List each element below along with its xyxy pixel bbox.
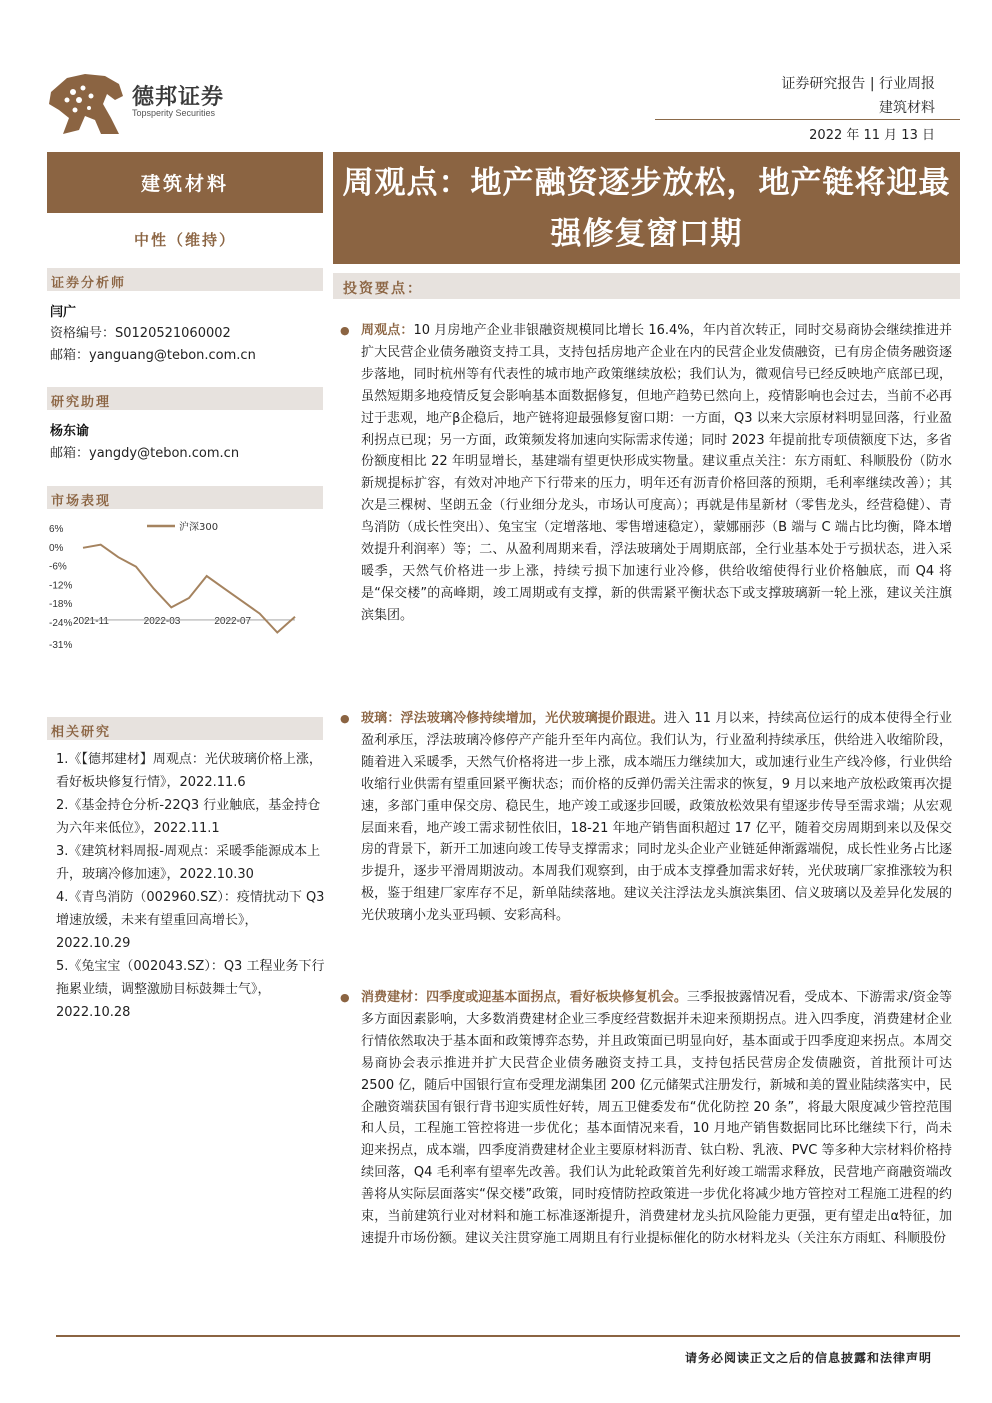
related-item[interactable]: 3.《建筑材料周报-周观点：采暖季能源成本上升，玻璃冷修加速》，2022.10.30	[56, 844, 321, 882]
brand-name-en: Topsperity Securities	[132, 108, 216, 118]
paragraph-text: 10 月房地产企业非银融资规模同比增长 16.4%，年内首次转正，同时交易商协会继续推进并扩大民营企业债务融资支持工具，支持包括房地产企业在内的民营企业发债融资，已有房企债务融资逐步落地，同时杭州等有代表性的城市地产政策继续放松；我们认为，微观信号已经反映地产底部已现，虽然短期多地疫情反复会影响基本面数据修复，但地产趋势已然向上，疫情影响也会过去，当前不必再过于悲观，地产β企稳后，地产链将迎最强修复窗口期：一方面，Q3 以来大宗原材料明显回落，行业盈利拐点已现；另一方面，政策频发将加速向实际需求传递；同时 2023 年提前批专项债额度下达，多省份额度相比 22 年明显增长，基建端有望更快形成实物量。建议重点关注：东方雨虹、科顺股份（防水新规提标扩容，有效对冲地产下行带来的压力，明年还有沥青价格回落的预期，毛利率继续改善）；其次是三棵树、坚朗五金（行业细分龙头，市场认可度高）；再就是伟星新材（零售龙头，经营稳健）、青鸟消防（成长性突出）、兔宝宝（定增落地、零售增速稳定），蒙娜丽莎（B 端与 C 端占比均衡，降本增效提升利润率）等；二、从盈利周期来看，浮法玻璃处于周期底部，全行业基本处于亏损状态，进入采暖季，天然气价格进一步上涨，持续亏损下加速行业冷修，供给收缩使得行业价格触底，而 Q4 将是“保交楼”的高峰期，竣工周期或有支撑，新的供需紧平衡状态下或支撑玻璃新一轮上涨，建议关注旗滨集团。	[361, 323, 952, 623]
market-section-head: 市场表现	[47, 486, 323, 509]
report-type: 证券研究报告 | 行业周报	[781, 76, 935, 92]
y-tick-label: -31%	[49, 640, 73, 651]
paragraph-consumer-materials	[340, 987, 952, 1250]
bullet-icon: ●	[340, 324, 350, 337]
y-tick-label: -24%	[49, 618, 73, 630]
paragraph-weekly-view	[340, 320, 952, 627]
rating-label: 中性（维持）	[133, 231, 236, 249]
related-section-head: 相关研究	[47, 717, 323, 740]
legend-label: 沪深300	[179, 522, 219, 533]
y-tick-label: 6%	[49, 524, 64, 535]
brand-name-cn: 德邦证券	[132, 85, 225, 110]
series-line-hs300	[83, 545, 295, 633]
sector-banner: 建筑材料	[47, 152, 323, 213]
market-performance-chart	[47, 515, 323, 655]
paragraph-text: 进入 11 月以来，持续高位运行的成本使得全行业盈利承压，浮法玻璃冷修停产产能升至年内高位。我们认为，行业盈利持续承压，供给进入收缩阶段，随着进入采暖季，天然气价格将进一步上涨，成本端压力继续加大，或加速行业生产线冷修，行业供给收缩行业供需有望重回紧平衡状态；而价格的反弹仍需关注需求的恢复，9 月以来地产放松政策再次提速，多部门重申保交房、稳民生，地产竣工或逐步回暖，政策放松效果有望逐步传导至需求端；从宏观层面来看，地产竣工需求韧性依旧，18-21 年地产销售面积超过 17 亿平，随着交房周期到来以及保交房的背景下，新开工加速向竣工传导支撑需求；同时龙头企业产业链延伸渐露端倪，成长性业务占比逐步提升，逐步平滑周期波动。本周我们观察到，由于成本支撑叠加需求好转，光伏玻璃厂家推涨较为积极，鉴于组建厂家库存不足，新单陆续落地。建议关注浮法龙头旗滨集团、信义玻璃以及差异化发展的光伏玻璃小龙头亚玛顿、安彩高科。	[361, 711, 952, 924]
company-logo	[45, 70, 125, 138]
x-tick-label: 2021-11	[73, 615, 109, 627]
analyst-section-head: 证券分析师	[47, 268, 323, 291]
paragraph-text: 三季报披露情况看，受成本、下游需求/资金等多方面因素影响，大多数消费建材企业三季度经营数据并未迎来预期拐点。进入四季度，消费建材企业行情依然取决于基本面和政策博弈态势，并且政策面已明显向好，基本面或于四季度迎来拐点。本周交易商协会表示推进并扩大民营企业债务融资支持工具，支持包括民营房企发债融资，首批预计可达 2500 亿，随后中国银行宣布受理龙湖集团 200 亿元储架式注册发行，新城和美的置业陆续落实中，民企融资端获国有银行背书迎实质性好转，周五卫健委发布“优化防控 20 条”，将最大限度减少管控范围和人员，工程施工管控将进一步优化；基本面情况来看，10 月地产销售数据同比环比继续下行，尚未迎来拐点，成本端，四季度消费建材企业主要原材料沥青、钛白粉、乳液、PVC 等多种大宗材料价格持续回落，Q4 毛利率有望率先改善。我们认为此轮政策首先利好竣工端需求释放，民营地产商融资端改善将从实际层面落实“保交楼”政策，同时疫情防控政策进一步优化将减少地方管控对工程施工进程的约束，当前建筑行业对材料和施工标准逐渐提升，消费建材龙头抗风险能力更强，更有望走出α特征，加速提升市场份额。建议关注贯穿施工周期且有行业提标催化的防水材料龙头（关注东方雨虹、科顺股份	[361, 990, 952, 1246]
report-title: 周观点：地产融资逐步放松，地产链将迎最强修复窗口期	[333, 152, 960, 264]
analyst-email[interactable]: 邮箱：yanguang@tebon.com.cn	[50, 348, 256, 363]
related-item[interactable]: 5.《兔宝宝（002043.SZ）：Q3 工程业务下行拖累业绩，调整激励目标鼓舞士气》，2022.10.28	[56, 959, 325, 1020]
y-tick-label: -6%	[49, 561, 67, 573]
summary-section-head: 投资要点：	[333, 273, 960, 299]
y-tick-label: -18%	[49, 599, 73, 611]
analyst-license: 资格编号：S0120521060002	[50, 326, 231, 341]
disclaimer-note[interactable]: 请务必阅读正文之后的信息披露和法律声明	[684, 1351, 932, 1365]
bullet-icon: ●	[340, 991, 350, 1004]
chart-svg	[47, 515, 323, 655]
related-research-list	[56, 748, 326, 1024]
bullet-icon: ●	[340, 712, 350, 725]
assistant-name: 杨东谕	[50, 424, 90, 439]
assistant-section-head: 研究助理	[47, 387, 323, 410]
footer-divider	[56, 1335, 960, 1337]
paragraph-lead: 玻璃：浮法玻璃冷修持续增加，光伏玻璃提价跟进。	[361, 711, 664, 726]
assistant-email[interactable]: 邮箱：yangdy@tebon.com.cn	[50, 446, 240, 461]
related-item[interactable]: 2.《基金持仓分析-22Q3 行业触底，基金持仓为六年来低位》，2022.11.1	[56, 798, 321, 836]
paragraph-lead: 周观点：	[361, 323, 414, 338]
y-tick-label: -12%	[49, 580, 73, 592]
analyst-name: 闫广	[50, 305, 77, 320]
report-date: 2022 年 11 月 13 日	[809, 128, 935, 143]
x-tick-label: 2022-03	[143, 615, 181, 627]
report-sector: 建筑材料	[879, 100, 935, 116]
y-tick-label: 0%	[49, 542, 64, 554]
paragraph-lead: 消费建材：四季度或迎基本面拐点，看好板块修复机会。	[361, 990, 687, 1005]
related-item[interactable]: 4.《青鸟消防（002960.SZ）：疫情扰动下 Q3 增速放缓，未来有望重回高增长》，2022.10.29	[56, 890, 325, 951]
related-item[interactable]: 1.《【德邦建材】周观点：光伏玻璃价格上涨，看好板块修复行情》，2022.11.6	[56, 752, 322, 790]
paragraph-glass	[340, 708, 952, 927]
header-divider	[655, 119, 960, 120]
x-tick-label: 2022-07	[214, 615, 252, 627]
